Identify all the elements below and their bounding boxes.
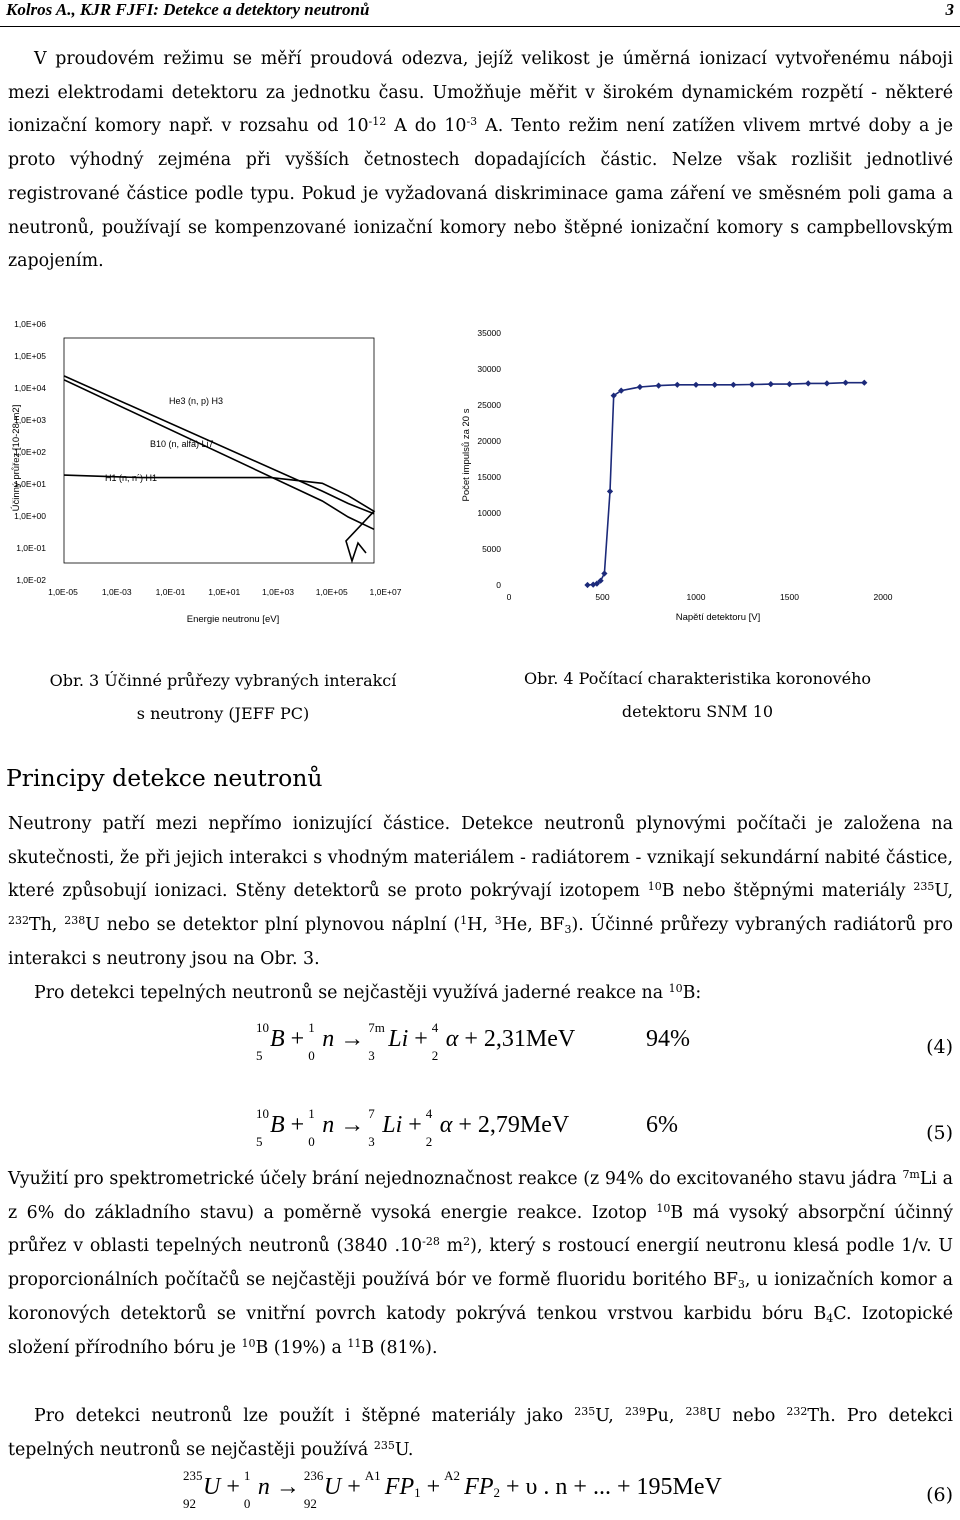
page-number: 3 xyxy=(945,0,954,19)
data-point xyxy=(768,381,774,387)
y-tick-label: 15000 xyxy=(477,472,501,482)
cross-section-x-ticks xyxy=(48,587,402,597)
data-point xyxy=(749,381,755,387)
equation-4: 10 5 B + 1 0 n → 7m 3 Li + 4 2 α + 2,31MeV 94% (4) xyxy=(256,1020,953,1063)
x-tick-label: 1,0E+05 xyxy=(315,587,348,597)
y-tick-label: 20000 xyxy=(477,436,501,446)
equation-5: 10 5 B + 1 0 n → 7 3 Li + 4 2 α + 2,79MeV 6% (5) xyxy=(256,1106,953,1149)
counting-y-ticks xyxy=(477,328,501,590)
data-point xyxy=(584,582,590,588)
figure-4-caption: Obr. 4 Počítací charakteristika koronového detektoru SNM 10 xyxy=(523,669,872,721)
annotation-he3: He3 (n, p) H3 xyxy=(169,396,224,406)
data-point xyxy=(712,382,718,388)
data-point xyxy=(674,382,680,388)
y-tick-label: 1,0E+02 xyxy=(14,447,46,457)
data-point xyxy=(842,380,848,386)
y-tick-label: 1,0E+01 xyxy=(14,479,46,489)
figure-3-caption: Obr. 3 Účinné průřezy vybraných interakcí s neutrony (JEFF PC) xyxy=(49,671,397,723)
annotation-b10: B10 (n, alfa) Li7 xyxy=(150,439,214,449)
cross-section-x-label: Energie neutronu [eV] xyxy=(186,614,280,625)
data-point xyxy=(655,382,661,388)
section-heading: Principy detekce neutronů xyxy=(6,764,323,792)
y-tick-label: 25000 xyxy=(477,400,501,410)
plot-area xyxy=(64,338,374,563)
data-point xyxy=(805,380,811,386)
x-tick-label: 1,0E+07 xyxy=(369,587,402,597)
x-tick-label: 1,0E-05 xyxy=(48,587,78,597)
header-title: Kolros A., KJR FJFI: Detekce a detektory neutronů xyxy=(6,0,370,19)
data-point xyxy=(786,381,792,387)
x-tick-label: 1000 xyxy=(686,592,706,602)
y-tick-label: 10000 xyxy=(477,508,501,518)
arrow-icon: → xyxy=(340,1026,365,1052)
data-point xyxy=(601,570,607,576)
annotation-h1: H1 (n, n´) H1 xyxy=(105,473,158,483)
y-tick-label: 1,0E+03 xyxy=(14,415,46,425)
x-tick-label: 1,0E-03 xyxy=(101,587,132,597)
counting-characteristic-chart xyxy=(461,315,935,630)
y-tick-label: 1,0E+00 xyxy=(14,511,46,521)
principles-paragraph: Neutrony patří mezi nepřímo ionizující částice. Detekce neutronů plynovými počítači je založena na skutečnosti, že při jejich interakci s vhodným materiálem - radiátorem - vznikají sekundární nabité částice, které způsobují ionizaci. Stěny detektorů se proto pokrývají izotopem $^{10}$B nebo štěpnými materiály $^{235}$U, $^{232}$Th, $^{238}$U nebo se detektor plní plynovou náplní ($^1$H, $^3$He, $BF_3$). Účinné průřezy vybraných radiátorů pro interakci s neutrony jsou na Obr. 3. xyxy=(8,814,953,969)
x-tick-label: 2000 xyxy=(873,592,893,602)
y-tick-label: 1,0E+05 xyxy=(14,351,46,361)
x-tick-label: 500 xyxy=(595,592,610,602)
fission-paragraph: Pro detekci neutronů lze použít i štěpné materiály jako $^{235}$U, $^{239}$Pu, $^{238}$U nebo $^{232}$Th. Pro detekci tepelných neutronů se nejčastěji používá $^{235}$U. xyxy=(8,1405,953,1460)
data-point xyxy=(824,380,830,386)
series-line xyxy=(64,475,374,561)
y-tick-label: 1,0E-01 xyxy=(16,543,46,553)
counting-y-label: Počet impulsů za 20 s xyxy=(461,408,472,502)
page-header xyxy=(0,0,960,27)
cross-section-chart xyxy=(0,308,470,638)
y-tick-label: 35000 xyxy=(477,328,501,338)
y-tick-label: 30000 xyxy=(477,364,501,374)
data-point xyxy=(730,382,736,388)
reaction-intro-paragraph: Pro detekci tepelných neutronů se nejčastěji využívá jaderné reakce na $^{10}$B: xyxy=(34,982,702,1003)
counting-x-ticks xyxy=(507,592,893,602)
arrow-icon: → xyxy=(275,1474,300,1500)
x-tick-label: 1,0E+03 xyxy=(262,587,294,597)
y-tick-label: 0 xyxy=(496,580,501,590)
equation-6: 235 92 U + 1 0 n → 236 92 U + A1 $FP_1$ + A2 $FP_2 + \upsilon$ . n + ... + 195MeV (6) xyxy=(183,1468,953,1511)
arrow-icon: → xyxy=(340,1112,365,1138)
y-tick-label: 1,0E-02 xyxy=(16,575,46,585)
counting-x-label: Napětí detektoru [V] xyxy=(675,612,761,623)
y-tick-label: 5000 xyxy=(482,544,501,554)
boron-paragraph: Využití pro spektrometrické účely brání nejednoznačnost reakce (z 94% do excitovaného stavu jádra $^{7m}$Li a z 6% do základního stavu) a poměrně vysoká energie reakce. Izotop $^{10}$B má vysoký absorpční účinný průřez v oblasti tepelných neutronů (3840 $.10^{-28}$ $m^2$), který s rostoucí energií neutronu klesá podle 1/v. U proporcionálních počítačů se nejčastěji používá bór ve formě fluoridu boritého $BF_3$, u ionizačních komor a koronových detektorů se vnitřní povrch katody pokrývá tenkou vrstvou karbidu bóru $B_4C$. Izotopické složení přírodního bóru je $^{10}$B (19%) a $^{11}$B (81%). xyxy=(8,1168,954,1358)
data-point xyxy=(693,382,699,388)
cross-section-y-label: Účinný průřez [10-28 m2] xyxy=(11,404,22,512)
x-tick-label: 1,0E-01 xyxy=(155,587,186,597)
y-tick-label: 1,0E+06 xyxy=(14,319,46,329)
y-tick-label: 1,0E+04 xyxy=(14,383,46,393)
data-point xyxy=(607,488,613,494)
x-tick-label: 1500 xyxy=(780,592,799,602)
data-point xyxy=(637,384,643,390)
series-line xyxy=(588,383,865,585)
x-tick-label: 0 xyxy=(506,592,512,602)
x-tick-label: 1,0E+01 xyxy=(208,587,241,597)
intro-paragraph: V proudovém režimu se měří proudová odezva, jejíž velikost je úměrná ionizací vytvořenému náboji mezi elektrodami detektoru za jednotku času. Umožňuje měřit v širokém dynamickém rozpětí - některé ionizační komory např. v rozsahu od $10^{-12}$ A do $10^{-3}$ A. Tento režim není zatížen vlivem mrtvé doby a je proto výhodný zejména při vyšších četnostech dopadajících částic. Nelze však rozlišit jednotlivé registrované částice podle typu. Pokud je vyžadovaná diskriminace gama záření ve směsném poli gama a neutronů, používají se kompenzované ionizační komory nebo štěpné ionizační komory s campbellovským zapojením. xyxy=(8,49,953,272)
data-point xyxy=(861,380,867,386)
